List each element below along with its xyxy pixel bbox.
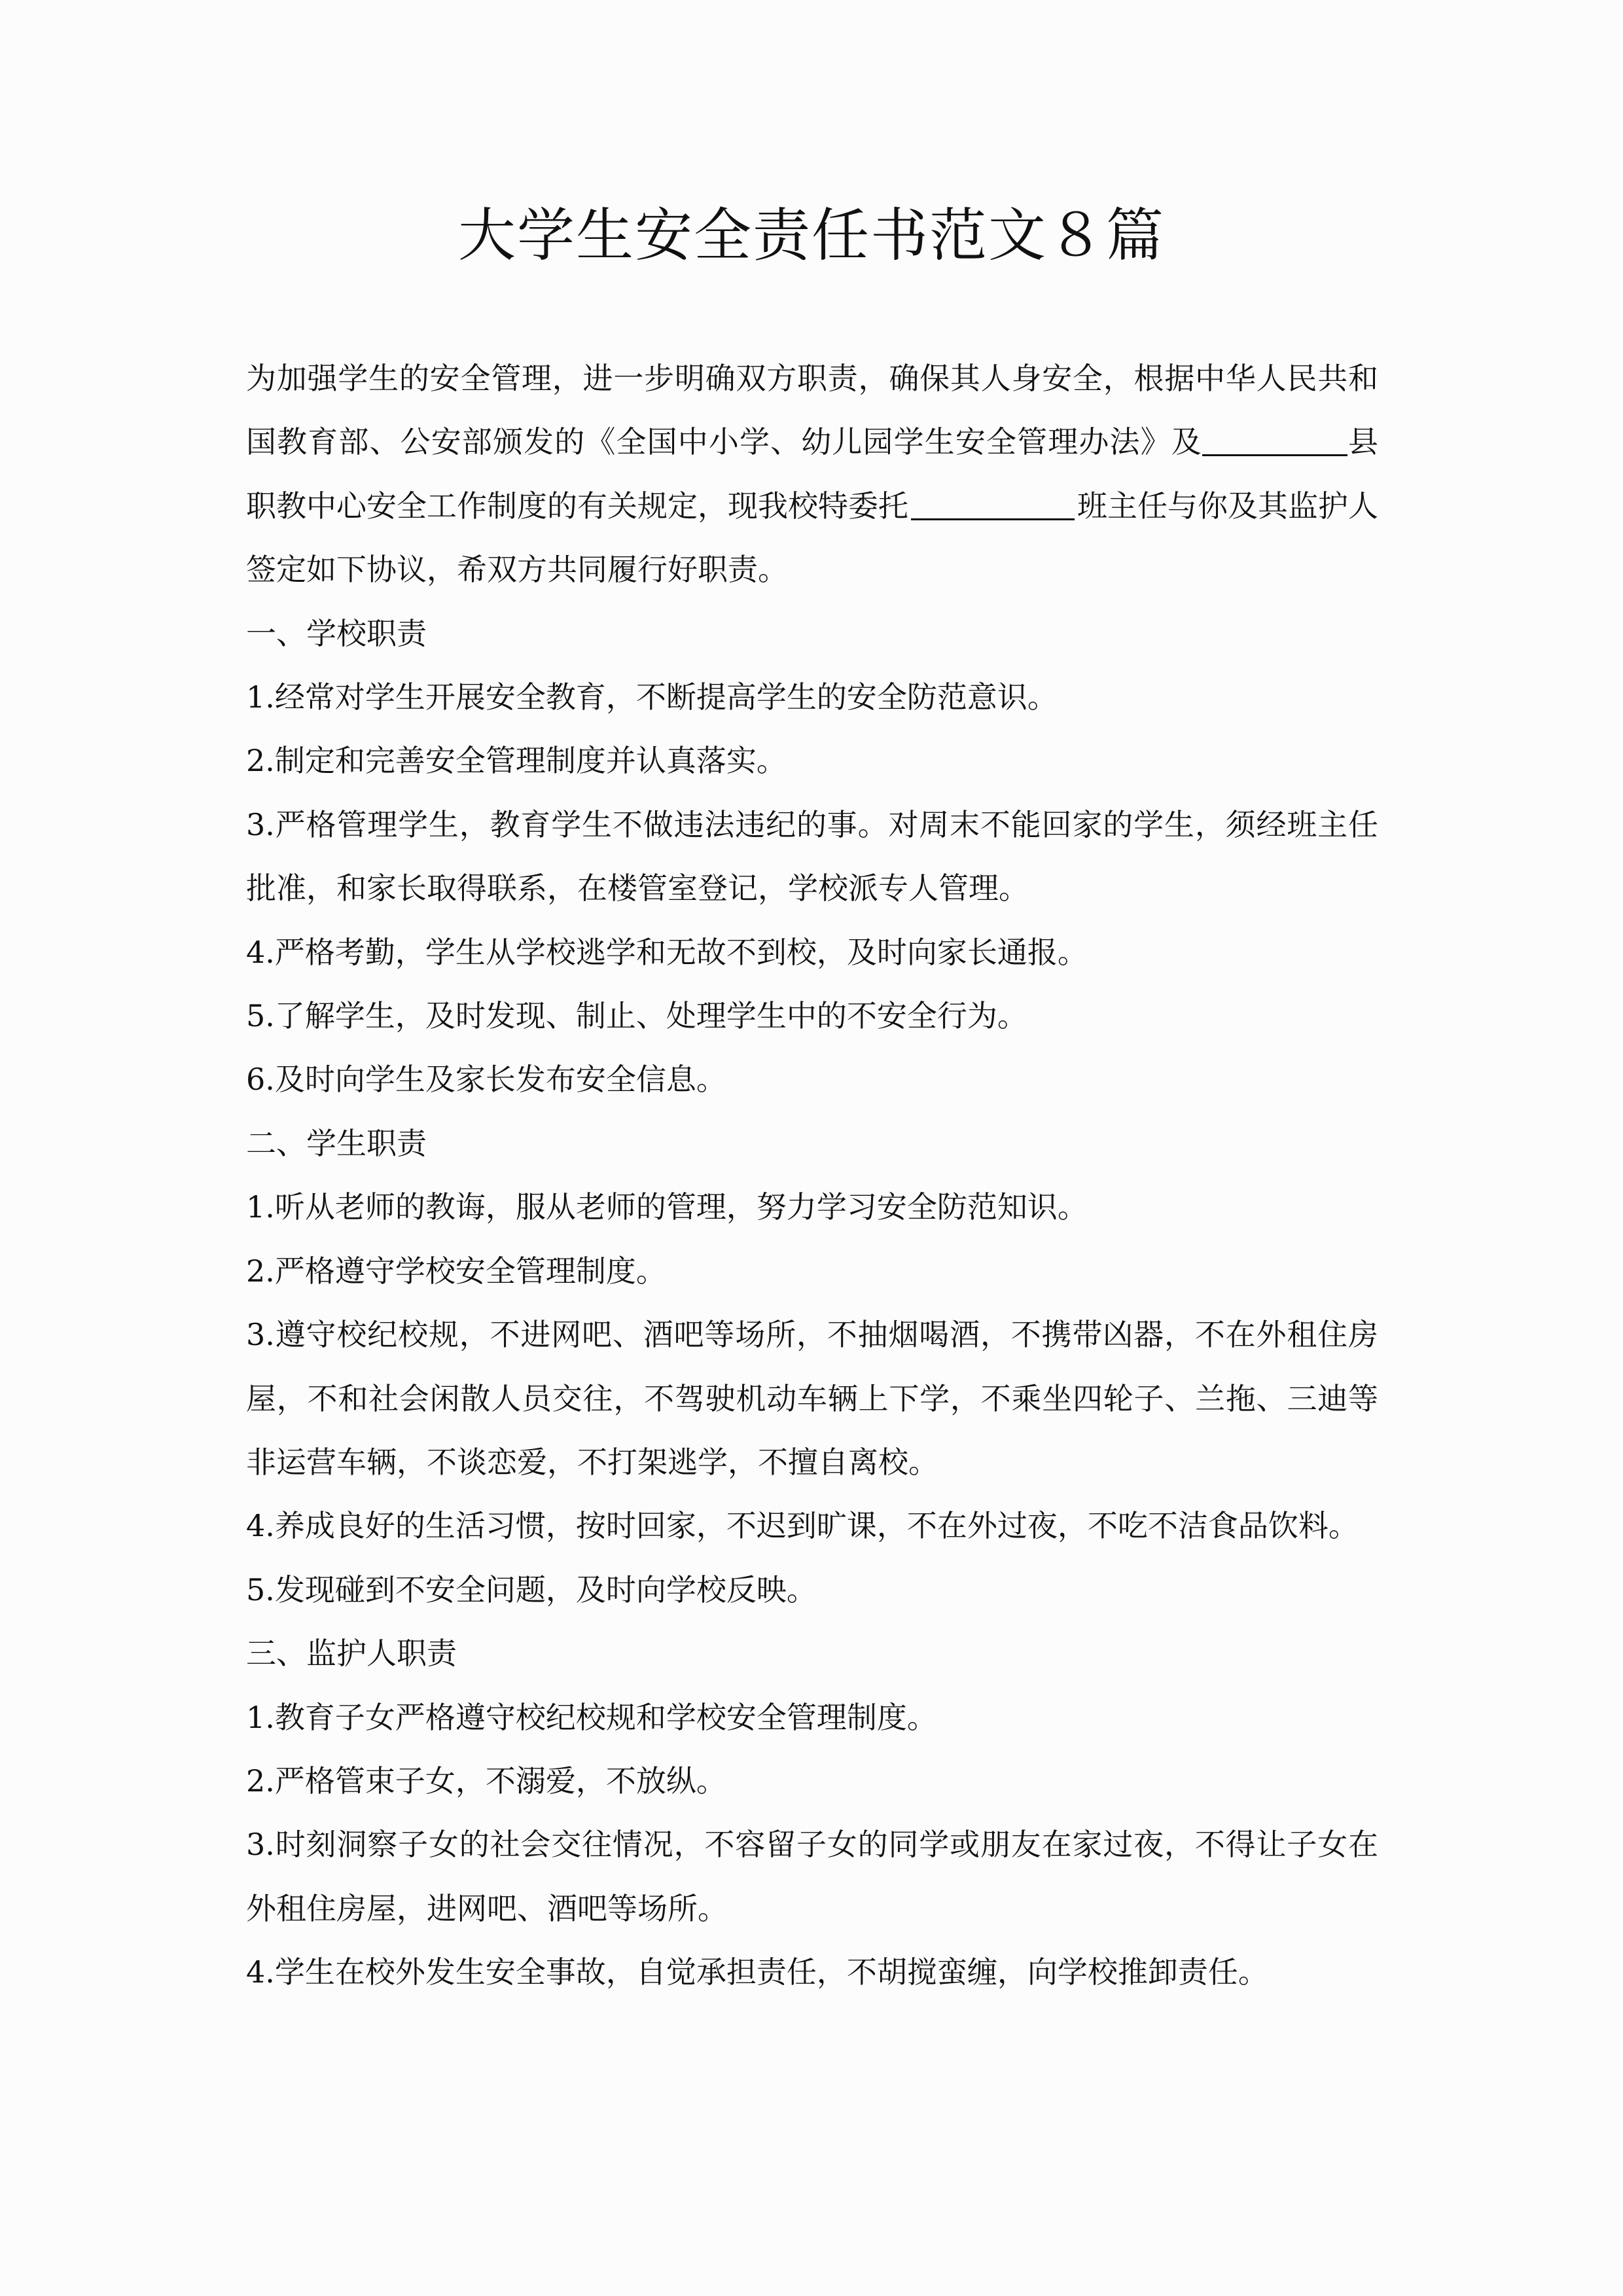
list-item: 2.严格遵守学校安全管理制度。	[246, 1253, 666, 1289]
list-item: 6.及时向学生及家长发布安全信息。	[246, 1062, 726, 1098]
fill-in-blank-county[interactable]	[1202, 418, 1347, 456]
list-item: 1.教育子女严格遵守校纪校规和学校安全管理制度。	[246, 1699, 937, 1735]
list-item: 3.时刻洞察子女的社会交往情况，不容留子女的同学或朋友在家过夜，不得让子女在外租住房屋，进网吧、酒吧等场所。	[246, 1827, 1378, 1926]
list-item: 2.制定和完善安全管理制度并认真落实。	[246, 743, 787, 779]
list-item: 3.严格管理学生，教育学生不做违法违纪的事。对周末不能回家的学生，须经班主任批准，和家长取得联系，在楼管室登记，学校派专人管理。	[246, 806, 1378, 906]
section-heading: 一、学校职责	[246, 615, 427, 651]
section-student-duties	[246, 1112, 1378, 1622]
list-item: 1.听从老师的教诲，服从老师的管理，努力学习安全防范知识。	[246, 1189, 1088, 1225]
intro-paragraph	[246, 347, 1378, 602]
section-heading: 三、监护人职责	[246, 1636, 457, 1672]
intro-text-1: 为加强学生的安全管理，进一步明确双方职责，确保其人身安全，根据中华人民共和国教育部、公安部颁发的《全国中小学、幼儿园学生安全管理办法》及	[246, 361, 1378, 460]
intro-text-2: 县职教中心安全工作制度的有关规定，现我校特委托	[246, 424, 1378, 524]
section-school-duties	[246, 602, 1378, 1112]
list-item: 4.养成良好的生活习惯，按时回家，不迟到旷课，不在外过夜，不吃不洁食品饮料。	[246, 1508, 1359, 1544]
list-item: 3.遵守校纪校规，不进网吧、酒吧等场所，不抽烟喝酒，不携带凶器，不在外租住房屋，不和社会闲散人员交往，不驾驶机动车辆上下学，不乘坐四轮子、兰拖、三迪等非运营车辆，不谈恋爱，不打架逃学，不擅自离校。	[246, 1317, 1378, 1480]
section-heading: 二、学生职责	[246, 1125, 427, 1161]
document-title: 大学生安全责任书范文８篇	[457, 202, 1165, 269]
list-item: 5.发现碰到不安全问题，及时向学校反映。	[246, 1571, 817, 1607]
list-item: 5.了解学生，及时发现、制止、处理学生中的不安全行为。	[246, 998, 1027, 1034]
list-item: 4.学生在校外发生安全事故，自觉承担责任，不胡搅蛮缠，向学校推卸责任。	[246, 1954, 1268, 1990]
list-item: 2.严格管束子女，不溺爱，不放纵。	[246, 1763, 726, 1799]
fill-in-blank-class[interactable]	[911, 482, 1075, 520]
section-guardian-duties	[246, 1622, 1378, 2004]
intro-text-3: 班主任与你及其监护人签定如下协议，希双方共同履行好职责。	[246, 488, 1378, 588]
list-item: 4.严格考勤，学生从学校逃学和无故不到校，及时向家长通报。	[246, 934, 1088, 970]
list-item: 1.经常对学生开展安全教育，不断提高学生的安全防范意识。	[246, 679, 1058, 715]
document-body	[246, 347, 1378, 2005]
